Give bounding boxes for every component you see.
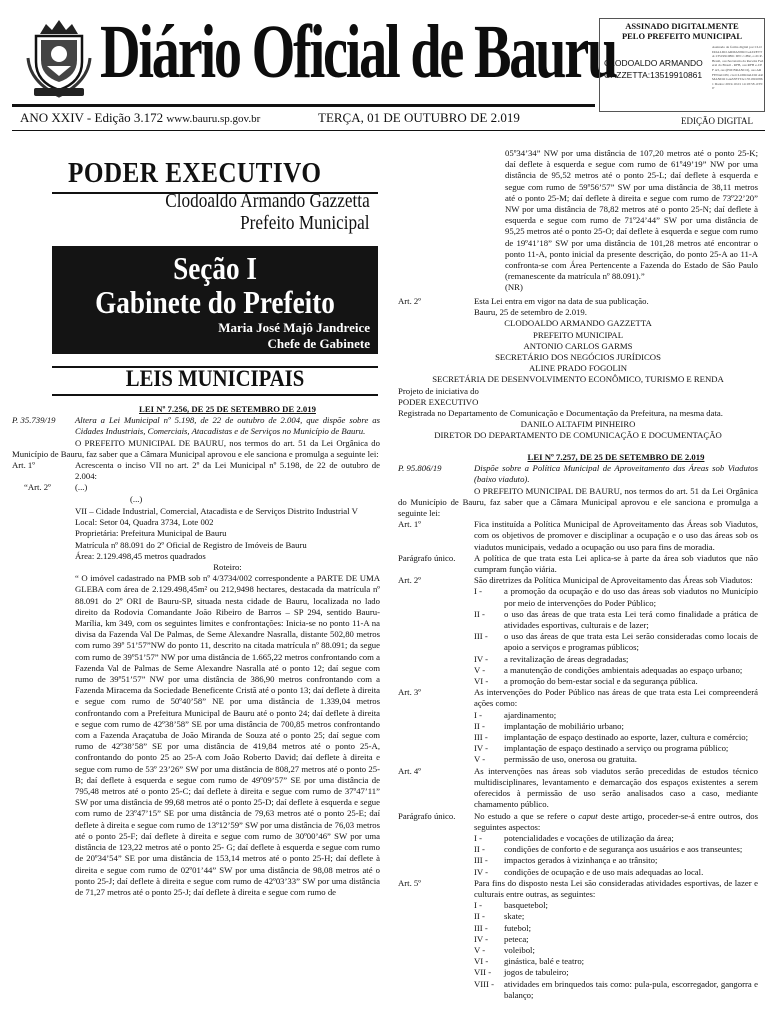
item-text: a manutenção de condições ambientais adequadas ao espaço urbano;	[504, 664, 743, 675]
item-text: ginástica, balé e teatro;	[504, 956, 585, 967]
list-item	[398, 676, 758, 687]
item-number: II -	[474, 608, 485, 619]
item-text: impactos gerados à vizinhança e ao trânsito;	[504, 855, 658, 866]
item-text: a promoção da ocupação e do uso das áreas sob viadutos no Município por meio de intervenções do Poder Público;	[504, 586, 758, 608]
signatory-name: CLODOALDO ARMANDO GAZZETTA	[504, 318, 652, 329]
item-text: basquetebol;	[504, 900, 548, 911]
item-text: implantação de espaço destinado a serviço ou programa público;	[504, 743, 729, 754]
list-item	[398, 945, 758, 956]
poder-executivo-heading: PODER EXECUTIVO	[68, 158, 322, 189]
list-item	[398, 900, 758, 911]
signature-details: Assinado de forma digital por CLODOALDO ARMANDO GAZZETTA:13519910861 DN: c=BR, o=ICP-Brasil, ou=Secretaria da Receita Federal do Brasil - RFB, ou=RFB e-CPF A3, ou=(EM BRANCO), ou=AR FENACON, cn=CLODOALDO ARMANDO GAZZETTA:13519910861 Dados: 2019.10.01 14:18:58 -03'00'	[712, 45, 764, 91]
item-number: I -	[474, 900, 482, 911]
section-number: Seção I	[173, 250, 257, 286]
process-number: P. 95.806/19	[398, 463, 442, 474]
item-number: V -	[474, 664, 486, 675]
item-text: condições de conforto e de segurança aos usuários e aos transeuntes;	[504, 844, 743, 855]
item-text: a promoção do bem-estar social e da segurança pública.	[504, 676, 698, 687]
item-number: VI -	[474, 676, 489, 687]
item-text: peteca;	[504, 933, 529, 944]
bauru-crest-logo	[26, 18, 92, 98]
art2-items	[398, 586, 758, 687]
item-text: potencialidades e vocações de utilização da área;	[504, 832, 674, 843]
process-number: P. 35.739/19	[12, 415, 56, 426]
art5-items	[398, 900, 758, 1001]
item-number: I -	[474, 709, 482, 720]
item-number: V -	[474, 754, 486, 765]
item-text: jogos de tabuleiro;	[504, 967, 569, 978]
item-number: VI -	[474, 956, 489, 967]
list-item	[398, 934, 758, 945]
item-number: III -	[474, 732, 488, 743]
law-7256-body: VII – Cidade Industrial, Comercial, Atacadista e de Serviços Distrito Industrial V Local: Setor 04, Quadra 3734, Lote 002 Proprietária: Prefeitura Municipal de Bauru Matrícula nº 88.091 do 2º Oficial de Registro de Imóveis de Bauru Área: 2.129.498,45 metros quadrados Roteiro: “ O imóvel cadastrado na PMB sob nº 4/3734/002 correspondente a PARTE DE UMA GLEBA com área de 2.129.498,45m² ou 212,9498 hectares, destacada da matrícula nº 88.091 do 2º ORI de Bauru-SP, situada nesta cidade de Bauru, localizada no lado direito da Rodovia Comandante João Ribeiro de Barros – SP 294, sentido Bauru-Marília, km 349, com os seguintes limites e confrontações: Inicia-se no ponto 11-A na divisa da Fazenda Val De Palmas, de Seme Alexandre Nasralla, distante 502,80 metros com rumo 39º 51’57”NW do ponto 11, descrito na citada matrícula nº 88.091; da segue com rumo de 39º51’57” NW por uma distância de 1.665,22 metros confrontando com a Fazenda Val de Palmas de Seme Alexandre Nasralla até o ponto 12; daí segue com rumo de 39º51’57” NW por uma distância de 386,90 metros confrontando com a Fazenda Miracema da Sociedade Beneficente Cristã até o ponto 13; daí deflete à direita e segue com rumo de 50º40’58” NE por uma distância de 1.339,04 metros confrontando com a Prefeitura Municipal de Bauru até o ponto 24; daí deflete à direita e segue com rumo de 42º38’58” SE por uma distância de 700,85 metros confrontando com a Fazenda Araçatuba de João Miranda de Souza até o ponto 25; daí segue com rumo de 42º38’58” SE por uma distância de 419,84 metros até o ponto 25-A, confrontando do ponto 25 ao 25-A com João Roberto David; daí deflete à direita e segue com rumo de 53º 23’26” SW por uma distância de 808,27 metros até o ponto 25-B; daí deflete à esquerda e segue com rumo de 49º09’57” SE por uma distância de 795,48 metros até o ponto 25-C; daí deflete à direita e segue com rumo de 37º47’11” SW por uma distância de 99,68 metros até o ponto 25-D; daí deflete à esquerda e segue com rumo de 23º47’15” SE por uma distância de 79,63 metros até o ponto 25-E; daí deflete à direita e segue com rumo de 13º12’59” SW por uma distância de 76,03 metros até o ponto 25-F; daí deflete à direita e segue com rumo de 30º00’46” SW por uma distância de 123,22 metros até o ponto 25- G; daí deflete à esquerda e segue com rumo de 20º34’54” SE por uma distância de 153,14 metros até o ponto 25-H; daí deflete à direita e segue com rumo de 02º01’44” SW por uma distância de 98,08 metros até o ponto 25-J; daí deflete à direita e segue com rumo de 42º03’33” SW por uma distância de 71,27 metros até o ponto 25-J; daí deflete à direita e segue com rumo de	[75, 506, 380, 897]
edition-type: EDIÇÃO DIGITAL	[681, 116, 754, 126]
signatory-name: DANILO ALTAFIM PINHEIRO	[520, 419, 636, 430]
law-summary: Dispõe sobre a Política Municipal de Aproveitamento das Áreas sob Viadutos (baixo viaduto).	[474, 463, 758, 485]
list-item	[398, 654, 758, 665]
section-title: Gabinete do Prefeito	[95, 284, 335, 320]
signatory-name: ALINE PRADO FOGOLIN	[529, 363, 627, 374]
site-link[interactable]: www.bauru.sp.gov.br	[166, 113, 261, 125]
art3-items	[398, 710, 758, 766]
chief-role: Chefe de Gabinete	[267, 336, 370, 351]
item-number: I -	[474, 586, 482, 597]
item-text: o uso das áreas de que trata esta Lei serão consideradas como locais de apoio a serviços e programas públicos;	[504, 631, 758, 653]
list-item	[398, 833, 758, 844]
item-number: V -	[474, 944, 486, 955]
masthead-title: Diário Oficial de Bauru	[100, 10, 617, 94]
list-item	[398, 754, 758, 765]
list-item	[398, 844, 758, 855]
item-number: II -	[474, 844, 485, 855]
item-text: skate;	[504, 911, 525, 922]
item-number: IV -	[474, 653, 489, 664]
chief-name: Maria José Majô Jandreice	[218, 320, 370, 335]
list-item	[398, 867, 758, 878]
law-title: LEI Nº 7.256, DE 25 DE SETEMBRO DE 2.019	[139, 404, 316, 414]
signer-name: CLODOALDO ARMANDO GAZZETTA:13519910861	[604, 58, 703, 80]
list-item	[398, 631, 758, 653]
edition-date: TERÇA, 01 DE OUTUBRO DE 2.019	[318, 110, 520, 125]
list-item	[398, 721, 758, 732]
item-text: a revitalização de áreas degradadas;	[504, 653, 629, 664]
law-preamble: O PREFEITO MUNICIPAL DE BAURU, nos termos do art. 51 da Lei Orgânica do Município de Bauru, faz saber que a Câmara Municipal aprovou e ele sanciona e promulga a seguinte lei:	[398, 485, 758, 519]
item-text: permissão de uso, onerosa ou gratuita.	[504, 754, 637, 765]
law-preamble: O PREFEITO MUNICIPAL DE BAURU, nos termos do art. 51 da Lei Orgânica do Município de Bauru, faz saber que a Câmara Municipal aprovou e ele sanciona e promulga a seguinte lei:	[12, 437, 380, 459]
item-number: IV -	[474, 743, 489, 754]
signature-heading: ASSINADO DIGITALMENTE PELO PREFEITO MUNICIPAL	[621, 21, 743, 41]
list-item	[398, 609, 758, 631]
item-number: I -	[474, 832, 482, 843]
par2-items	[398, 833, 758, 878]
list-item	[398, 743, 758, 754]
law-title: LEI Nº 7.257, DE 25 DE SETEMBRO DE 2.019	[527, 452, 705, 462]
list-item	[398, 956, 758, 967]
masthead-rule	[12, 104, 595, 107]
list-item	[398, 710, 758, 721]
header-divider	[12, 130, 765, 131]
item-text: futebol;	[504, 922, 532, 933]
list-item	[398, 979, 758, 1001]
mayor-name: Clodoaldo Armando Gazzetta	[165, 190, 370, 212]
signatory-name: ANTONIO CARLOS GARMS	[523, 340, 633, 351]
digital-signature-box	[599, 18, 765, 112]
list-item	[398, 911, 758, 922]
item-number: VII -	[474, 967, 492, 978]
item-text: voleibol;	[504, 944, 535, 955]
law-7256-intro: LEI Nº 7.256, DE 25 DE SETEMBRO DE 2.019 P. 35.739/19 Altera a Lei Municipal nº 5.198, de 22 de outubro de 2.004, que dispõe sobre as Cidades Industriais, Comerciais, Atacadistas e de Serviços no Município de Bauru. O PREFEITO MUNICIPAL DE BAURU, nos termos do art. 51 da Lei Orgânica do Município de Bauru, faz saber que a Câmara Municipal aprovou e ele sanciona e promulga a seguinte lei: Art. 1º Acrescenta o inciso VII no art. 2º da Lei Municipal nº 5.198, de 22 de outubro de 2.004: “Art. 2º (...) (...)	[12, 404, 380, 504]
article-row: Art. 1º Acrescenta o inciso VII no art. 2º da Lei Municipal nº 5.198, de 22 de outubro de 2.004:	[12, 460, 380, 482]
mayor-role: Prefeito Municipal	[240, 212, 370, 234]
item-number: IV -	[474, 933, 489, 944]
item-number: III -	[474, 631, 488, 642]
list-item	[398, 586, 758, 608]
property-description: “ O imóvel cadastrado na PMB sob nº 4/3734/002 correspondente a PARTE DE UMA GLEBA com área de 2.129.498,45m² ou 212,9498 hectares, destacada da matrícula nº 88.091 do 2º ORI de Bauru-SP, situada nesta cidade de Bauru, localizada no lado direito da Rodovia Comandante João Ribeiro de Barros – SP 294, sentido Bauru-Marília, km 349, com os seguintes limites e confrontações: Inicia-se no ponto 11-A na divisa da Fazenda Val De Palmas, de Seme Alexandre Nasralla, distante 502,80 metros com rumo 39º 51’57”NW do ponto 11, descrito na citada matrícula nº 88.091; da segue com rumo de 39º51’57” NW por uma distância de 1.665,22 metros confrontando com a Fazenda Val de Palmas de Seme Alexandre Nasralla até o ponto 12; daí segue com rumo de 39º51’57” NW por uma distância de 386,90 metros confrontando com a Fazenda Miracema da Sociedade Beneficente Cristã até o ponto 13; daí deflete à direita e segue com rumo de 50º40’58” NE por uma distância de 1.339,04 metros confrontando com a Prefeitura Municipal de Bauru até o ponto 24; daí deflete à direita e segue com rumo de 42º38’58” SE por uma distância de 700,85 metros confrontando com a Fazenda Araçatuba de João Miranda de Souza até o ponto 25; daí segue com rumo de 42º38’58” SE por uma distância de 419,84 metros até o ponto 25-A, confrontando do ponto 25 ao 25-A com João Roberto David; daí deflete à direita e segue com rumo de 53º 23’26” SW por uma distância de 808,27 metros até o ponto 25-B; daí deflete à esquerda e segue com rumo de 49º09’57” SE por uma distância de 795,48 metros até o ponto 25-C; daí deflete à direita e segue com rumo de 37º47’11” SW por uma distância de 99,68 metros até o ponto 25-D; daí deflete à esquerda e segue com rumo de 23º47’15” SE por uma distância de 79,63 metros até o ponto 25-E; daí deflete à direita e segue com rumo de 13º12’59” SW por uma distância de 76,03 metros até o ponto 25-F; daí deflete à direita e segue com rumo de 30º00’46” SW por uma distância de 123,22 metros até o ponto 25- G; daí deflete à esquerda e segue com rumo de 20º34’54” SE por uma distância de 153,14 metros até o ponto 25-H; daí deflete à direita e segue com rumo de 02º01’44” SW por uma distância de 98,08 metros até o ponto 25-J; daí deflete à direita e segue com rumo de 42º03’33” SW por uma distância de 71,27 metros até o ponto 25-J; daí deflete à direita e segue com rumo de	[75, 573, 380, 897]
list-item	[398, 967, 758, 978]
item-text: implantação de espaço destinado ao esporte, lazer, cultura e comércio;	[504, 732, 748, 743]
article-row: “Art. 2º (...)	[24, 482, 88, 493]
edition-info: ANO XXIV - Edição 3.172 www.bauru.sp.gov.br	[20, 110, 261, 125]
list-item	[398, 732, 758, 743]
item-number: IV -	[474, 866, 489, 877]
item-number: III -	[474, 922, 488, 933]
item-text: ajardinamento;	[504, 709, 557, 720]
list-item	[398, 923, 758, 934]
law-7256-closing: Art. 2º Esta Lei entra em vigor na data de sua publicação. Bauru, 25 de setembro de 2.019. CLODOALDO ARMANDO GAZZETTA PREFEITO MUNICIPAL ANTONIO CARLOS GARMS SECRETÁRIO DOS NEGÓCIOS JURÍDICOS ALINE PRADO FOGOLIN SECRETÁRIA DE DESENVOLVIMENTO ECONÔMICO, TURISMO E RENDA Projeto de iniciativa do PODER EXECUTIVO Registrada no Departamento de Comunicação e Documentação da Prefeitura, na mesma data. DANILO ALTAFIM PINHEIRO DIRETOR DO DEPARTAMENTO DE COMUNICAÇÃO E DOCUMENTAÇÃO	[398, 296, 758, 442]
item-text: o uso das áreas de que trata esta Lei terá como finalidade a prática de atividades esportivas, culturais e de lazer;	[504, 608, 758, 631]
law-7256-continuation: 05º34’34” NW por uma distância de 107,20 metros até o ponto 25-K; daí deflete à esquerda e segue com rumo de 61º49’19” NW por uma distância de 95,52 metros até o ponto 25-L; daí deflete à esquerda e segue com rumo de 59º56’57” SW por uma distância de 38,11 metros até o ponto 25-M; daí deflete à direita e segue com rumo de 73º22’20” NW por uma distância de 78,82 metros até o ponto 25-N; daí deflete à esquerda e segue com rumo de 71º24’44” SW por uma distância de 95,25 metros até o ponto 25-O; daí deflete à esquerda e segue com rumo de 19º41’18” SW por uma distância de 101,28 metros até encontrar o ponto 11-A, ponto inicial da presente descrição, do ponto 25-A ao 11-A confronta-se com Área Pertencente a Fazenda do Estado de São Paulo (remanescente da matrícula nº 88.091).” (NR)	[505, 148, 758, 293]
item-text: condições de ocupação e de uso mais adequadas ao local.	[504, 866, 704, 877]
item-number: III -	[474, 855, 488, 866]
item-number: II -	[474, 911, 485, 922]
list-item	[398, 855, 758, 866]
law-summary: Altera a Lei Municipal nº 5.198, de 22 de outubro de 2.004, que dispõe sobre as Cidades Industriais, Comerciais, Atacadistas e de Serviços no Município de Bauru.	[75, 415, 380, 437]
leis-municipais-heading: LEIS MUNICIPAIS	[125, 366, 305, 391]
item-number: II -	[474, 720, 485, 731]
law-7257: LEI Nº 7.257, DE 25 DE SETEMBRO DE 2.019 P. 95.806/19 Dispõe sobre a Política Municipal de Aproveitamento das Áreas sob Viadutos (baixo viaduto). O PREFEITO MUNICIPAL DE BAURU, nos termos do art. 51 da Lei Orgânica do Município de Bauru, faz saber que a Câmara Municipal aprovou e ele sanciona e promulga a seguinte lei: Art. 1º Fica instituída a Política Municipal de Aproveitamento das Áreas sob Viadutos, com os objetivos de promover e disciplinar a ocupação e o uso das áreas sob os viadutos municipais, vedado a ocupação ou uso para fins de moradia. Parágrafo único. A política de que trata esta Lei aplica-se à parte da área sob viadutos que não cumpram função viária. Art. 2º São diretrizes da Política Municipal de Aproveitamento das Áreas sob Viadutos: I - a promoção da ocupação e do uso das áreas sob viadutos no Município por meio de intervenções do Poder Público; II - o uso das áreas de que trata esta Lei terá como finalidade a prática de atividades esportivas, culturais e de lazer; III - o uso das áreas de que trata esta Lei serão consideradas como locais de apoio a serviços e programas públicos; IV - a revitalização de áreas degradadas; V - a manutenção de condições ambientais adequadas ao espaço urbano; VI - a promoção do bem-estar social e da segurança pública. Art. 3º As intervenções do Poder Público nas áreas de que trata esta Lei compreenderá ações como: I - ajardinamento; II - implantação de mobiliário urbano; III - implantação de espaço destinado ao esporte, lazer, cultura e comércio; IV - implantação de espaço destinado a serviço ou programa público; V - permissão de uso, onerosa ou gratuita. Art. 4º As intervenções nas áreas sob viadutos serão precedidas de estudos técnico multidisciplinares, levantamento e demarcação dos espaços existentes a serem oferecidos à permissão de uso serão analisados caso a caso, mediante chamamento público. Parágrafo único. No estudo a que se refere o caput deste artigo, proceder-se-á entre outros, dos seguintes aspectos: I - potencialidades e vocações de utilização da área; II - condições de conforto e de segurança aos usuários e aos transeuntes; III - impactos gerados à vizinhança e ao trânsito; IV - condições de ocupação e de uso mais adequadas ao local. Art. 5º Para fins do disposto nesta Lei são consideradas atividades esportivas, de lazer e culturais entre outras, as seguintes: I - basquetebol; II - skate; III - futebol; IV - peteca; V - voleibol; VI - ginástica, balé e teatro; VII - jogos de tabuleiro; VIII - atividades em brinquedos tais como: pula-pula, escorregador, gangorra e balanço;	[398, 452, 758, 1000]
item-text: atividades em brinquedos tais como: pula-pula, escorregador, gangorra e balanço;	[504, 978, 758, 1000]
item-number: VIII -	[474, 978, 495, 989]
list-item	[398, 665, 758, 676]
law-summary-row	[12, 415, 380, 437]
item-text: implantação de mobiliário urbano;	[504, 720, 624, 731]
